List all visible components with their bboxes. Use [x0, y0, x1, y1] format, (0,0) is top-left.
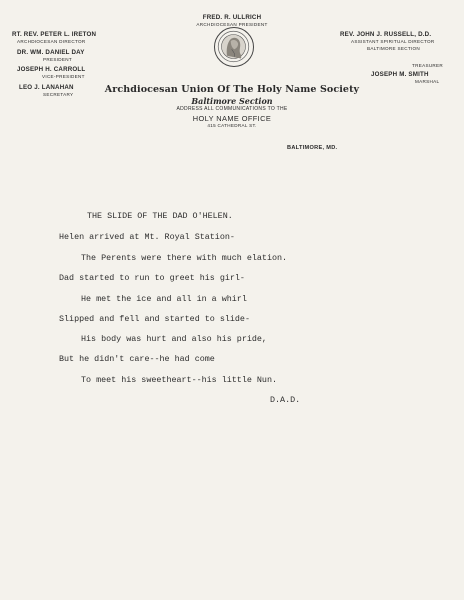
- right-officer-role-1b: BALTIMORE SECTION: [367, 46, 420, 51]
- president-name: FRED. R. ULLRICH: [202, 14, 262, 21]
- poem-line-8: To meet his sweetheart--his little Nun.: [81, 375, 278, 385]
- left-officer-role-2: PRESIDENT: [43, 57, 72, 62]
- street-address: 415 CATHEDRAL ST.: [207, 123, 257, 128]
- society-seal-icon: [214, 27, 254, 67]
- office-name: HOLY NAME OFFICE: [192, 114, 272, 123]
- left-officer-name-4: LEO J. LANAHAN: [19, 84, 74, 91]
- society-subtitle: Baltimore Section: [191, 96, 273, 106]
- right-officer-name-3: JOSEPH M. SMITH: [371, 71, 429, 78]
- poem-line-7: But he didn't care--he had come: [59, 354, 215, 364]
- address-line: ADDRESS ALL COMMUNICATIONS TO THE: [176, 106, 288, 112]
- left-officer-name-2: DR. WM. DANIEL DAY: [17, 49, 85, 56]
- president-role: ARCHDIOCESAN PRESIDENT: [196, 22, 268, 27]
- right-officer-role-1a: ASSISTANT SPIRITUAL DIRECTOR: [351, 39, 435, 44]
- poem-line-3: Dad started to run to greet his girl-: [59, 273, 245, 283]
- poem-line-5: Slipped and fell and started to slide-: [59, 314, 250, 324]
- poem-line-6: His body was hurt and also his pride,: [81, 334, 267, 344]
- left-officer-role-4: SECRETARY: [43, 92, 74, 97]
- left-officer-name-1: RT. REV. PETER L. IRETON: [12, 31, 97, 38]
- poem-line-2: The Perents were there with much elation.: [81, 253, 288, 263]
- left-officer-role-3: VICE-PRESIDENT: [42, 74, 85, 79]
- right-officer-role-3: MARSHAL: [415, 79, 440, 84]
- poem-line-4: He met the ice and all in a whirl: [81, 294, 247, 304]
- left-officer-role-1: ARCHDIOCESAN DIRECTOR: [17, 39, 86, 44]
- society-title: Archdiocesan Union Of The Holy Name Society: [104, 84, 360, 95]
- poem-title: THE SLIDE OF THE DAD O'HELEN.: [87, 211, 233, 221]
- right-officer-name-1: REV. JOHN J. RUSSELL, D.D.: [340, 31, 432, 38]
- poem-line-1: Helen arrived at Mt. Royal Station-: [59, 232, 235, 242]
- left-officer-name-3: JOSEPH H. CARROLL: [17, 66, 86, 73]
- right-officer-role-2: TREASURER: [412, 63, 444, 68]
- signature-initials: D.A.D.: [270, 395, 301, 405]
- city-dateline: BALTIMORE, MD.: [287, 145, 338, 151]
